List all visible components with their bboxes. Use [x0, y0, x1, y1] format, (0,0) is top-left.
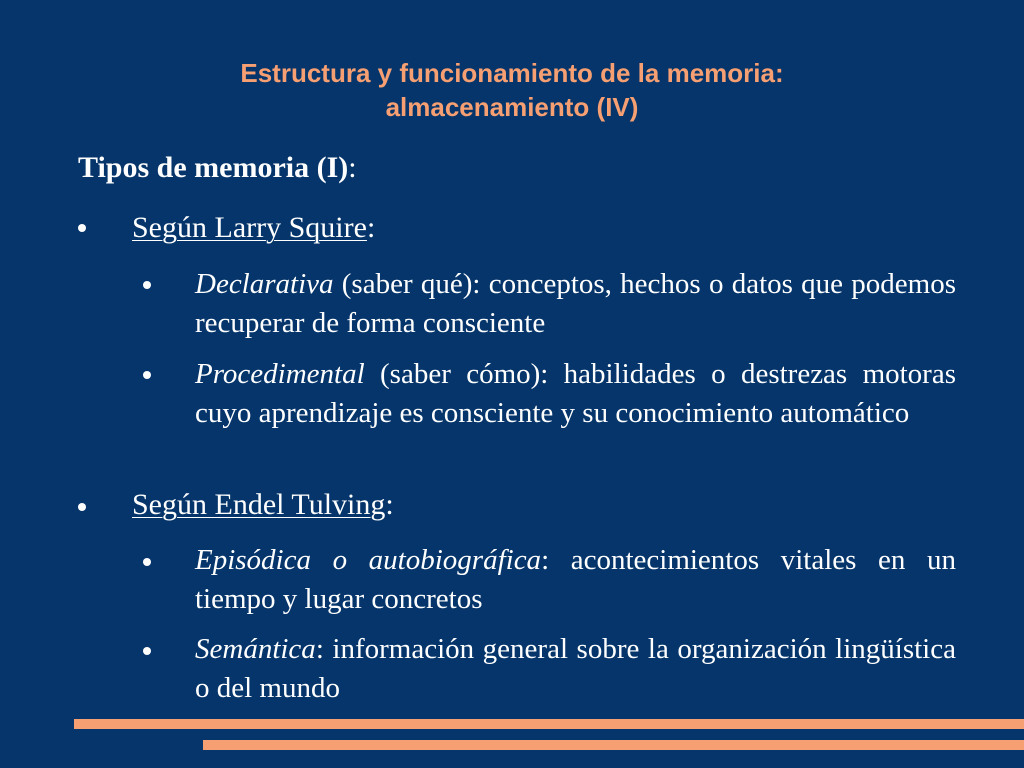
- item-term: Procedimental: [195, 358, 365, 390]
- item-text: (saber qué): conceptos, hechos o datos que podemos recuperar de forma consciente: [195, 268, 956, 339]
- list-item-semantica: [195, 630, 956, 707]
- section-heading-text: Tipos de memoria (I): [78, 151, 349, 184]
- item-text: : información general sobre la organización lingüística o del mundo: [195, 633, 956, 704]
- section-label-suffix: :: [366, 211, 376, 244]
- section-heading: [78, 150, 357, 186]
- item-text: : acontecimientos vitales en un tiempo y lugar concretos: [195, 544, 956, 615]
- decorative-bar-bottom: [203, 740, 1024, 750]
- section-label-text: Según Endel Tulving: [132, 488, 386, 521]
- bullet-dot-icon: [143, 647, 151, 655]
- bullet-dot-icon: [143, 558, 151, 566]
- section-label-tulving: [132, 487, 394, 523]
- item-term: Declarativa: [195, 268, 334, 300]
- bullet-dot-icon: [78, 224, 86, 232]
- item-term: Episódica o autobiográfica: [195, 544, 542, 576]
- section-label-suffix: :: [385, 488, 394, 521]
- list-item-episodica: [195, 541, 956, 618]
- section-label-text: Según Larry Squire: [132, 211, 367, 244]
- item-term: Semántica: [195, 633, 316, 665]
- bullet-dot-icon: [143, 281, 151, 289]
- item-text: (saber cómo): habilidades o destrezas motoras cuyo aprendizaje es consciente y su conocimiento automático: [195, 358, 956, 429]
- decorative-bar-top: [74, 719, 1024, 729]
- bullet-dot-icon: [143, 371, 151, 379]
- list-item-declarativa: [195, 265, 956, 342]
- slide-title-line-1: Estructura y funcionamiento de la memoria:: [240, 58, 784, 88]
- slide-title: [0, 56, 1024, 124]
- section-label-squire: [132, 210, 375, 246]
- bullet-dot-icon: [78, 503, 86, 511]
- slide-title-line-2: almacenamiento (IV): [385, 92, 639, 122]
- section-heading-suffix: :: [348, 151, 357, 184]
- list-item-procedimental: [195, 355, 956, 432]
